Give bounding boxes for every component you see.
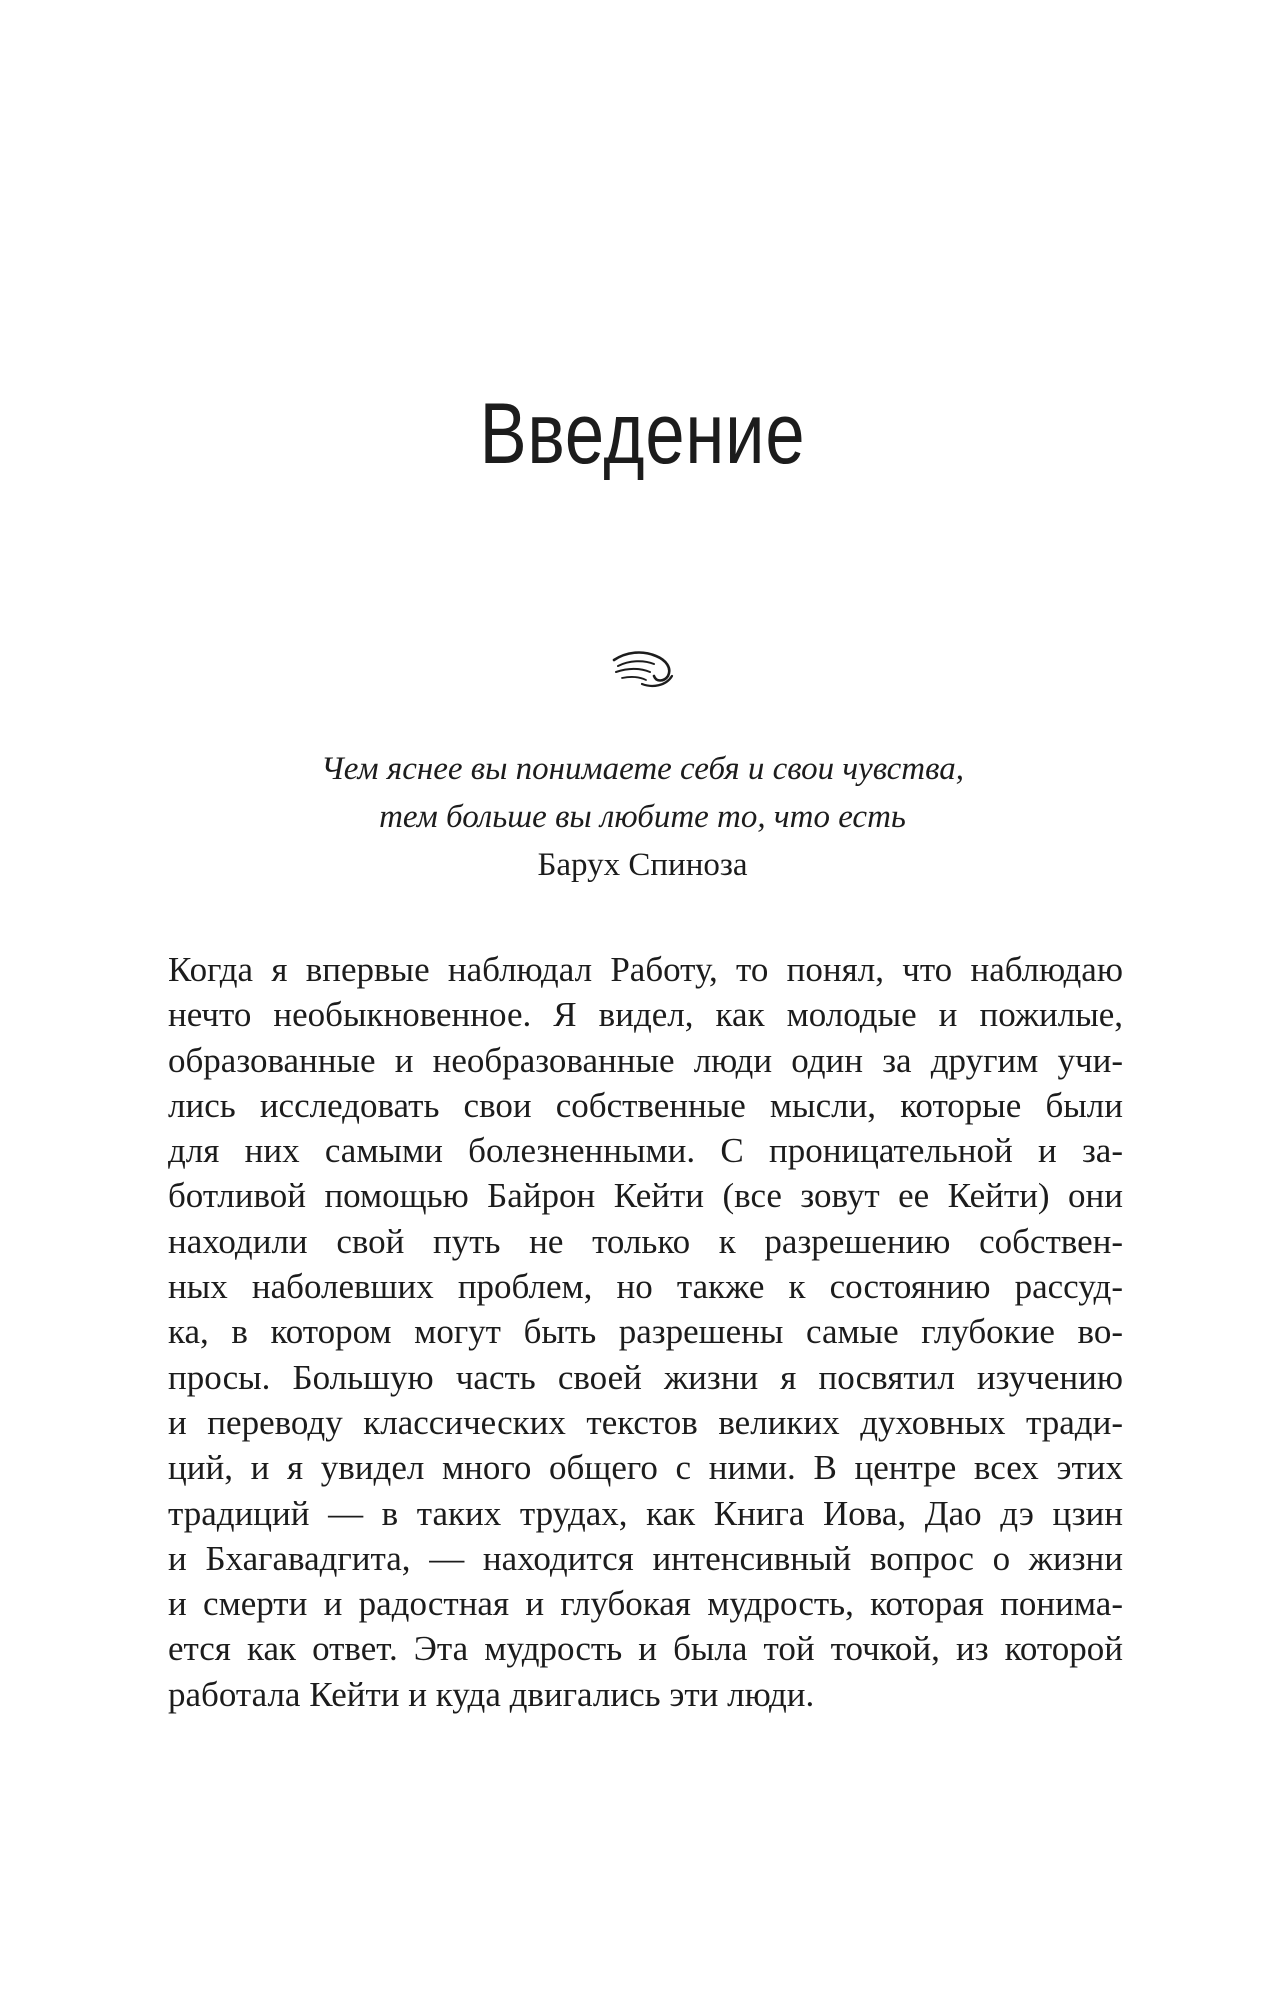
text-line: традиций — в таких трудах, как Книга Иова, Дао дэ цзин xyxy=(168,1493,1123,1533)
text-line: ций, и я увидел много общего с ними. В центре всех этих xyxy=(168,1448,1123,1488)
text-line: и Бхагавадгита, — находится интенсивный вопрос о жизни xyxy=(168,1538,1123,1578)
text-line: просы. Большую часть своей жизни я посвятил изучению xyxy=(168,1357,1123,1397)
text-line: и переводу классических текстов великих духовных тради- xyxy=(168,1402,1123,1442)
text-line: ется как ответ. Эта мудрость и была той точкой, из которой xyxy=(168,1629,1123,1669)
text-line: образованные и необразованные люди один за другим учи- xyxy=(168,1040,1123,1080)
epigraph-line: тем больше вы любите то, что есть xyxy=(379,799,906,835)
text-line: нечто необыкновенное. Я видел, как молодые и пожилые, xyxy=(168,995,1123,1035)
text-line: для них самыми болезненными. С проницательной и за- xyxy=(168,1131,1123,1171)
epigraph xyxy=(0,745,1285,889)
flourish-ornament-icon xyxy=(612,646,676,692)
body-paragraph xyxy=(168,947,1123,1717)
text-line: находили свой путь не только к разрешению собствен- xyxy=(168,1221,1123,1261)
text-line: и смерти и радостная и глубокая мудрость, которая понима- xyxy=(168,1584,1123,1624)
chapter-title: Введение xyxy=(479,386,806,482)
text-line: ботливой помощью Байрон Кейти (все зовут ее Кейти) они xyxy=(168,1176,1123,1216)
text-line: ка, в котором могут быть разрешены самые глубокие во- xyxy=(168,1312,1123,1352)
text-line: Когда я впервые наблюдал Работу, то понял, что наблюдаю xyxy=(168,950,1123,989)
text-line: лись исследовать свои собственные мысли, которые были xyxy=(168,1085,1123,1125)
epigraph-author: Барух Спиноза xyxy=(537,847,748,883)
text-line: работала Кейти и куда двигались эти люди. xyxy=(168,1674,815,1714)
epigraph-line: Чем яснее вы понимаете себя и свои чувства, xyxy=(320,751,964,787)
text-line: ных наболевших проблем, но также к состоянию рассуд- xyxy=(168,1267,1123,1307)
